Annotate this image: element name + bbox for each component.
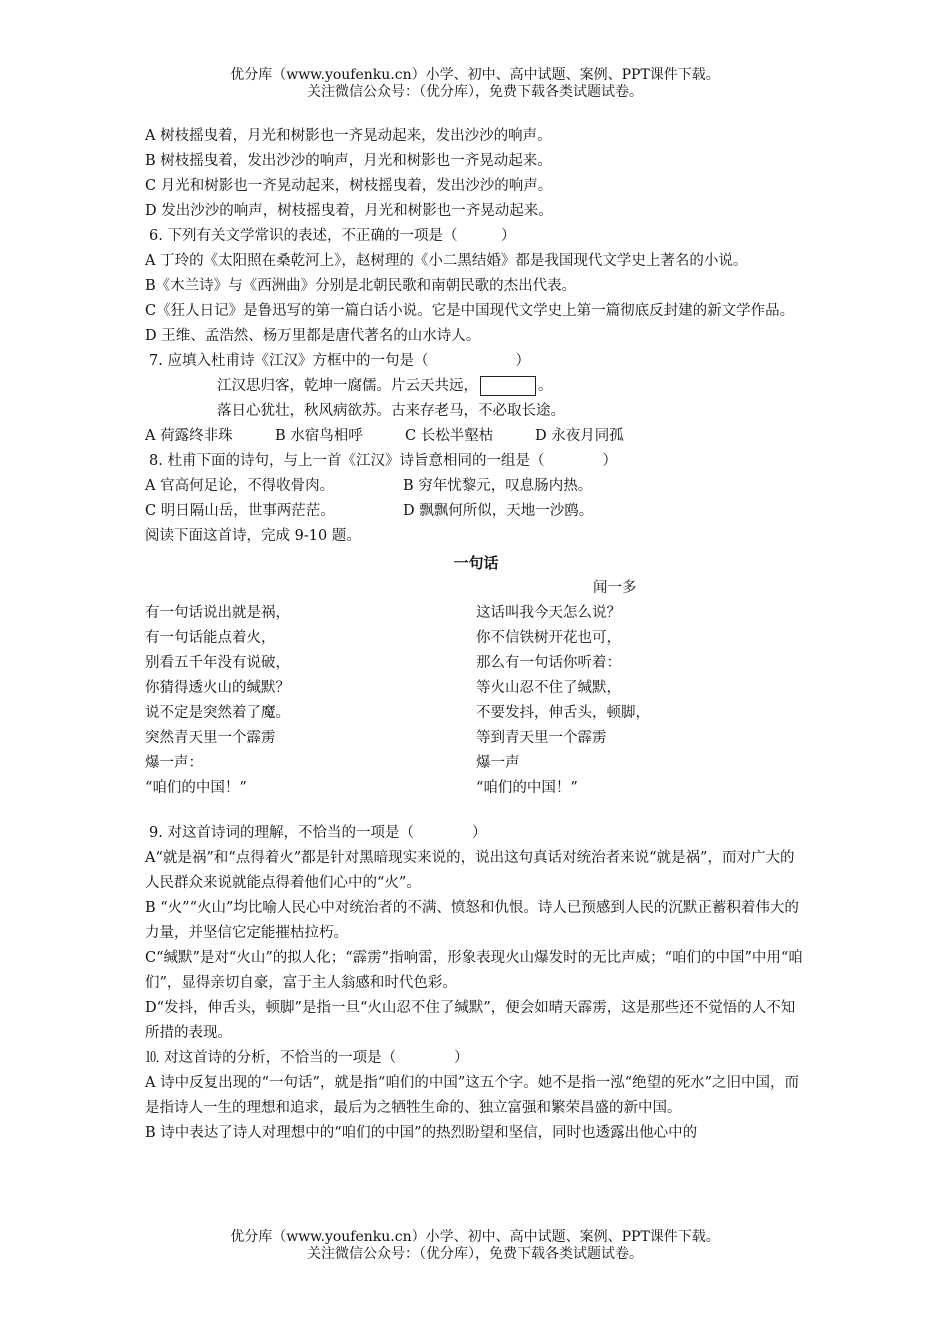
q9-option-d: D“发抖，伸舌头，顿脚”是指一旦“火山忍不住了缄默”，便会如晴天霹雳，这是那些还不觉悟的人不知所措的表现。 <box>145 1000 796 1041</box>
poem-line: 等火山忍不住了缄默， <box>476 680 621 696</box>
poem-line: 你不信铁树开花也可， <box>476 630 621 646</box>
footer-line-1: 优分库（www.youfenku.cn）小学、初中、高中试题、案例、PPT课件下载。 <box>230 1229 720 1245</box>
poem-line: 突然青天里一个霹雳 <box>145 730 276 746</box>
poem-body <box>145 601 807 801</box>
reading-intro: 阅读下面这首诗，完成 9-10 题。 <box>145 528 361 544</box>
poem-line: 不要发抖，伸舌头，顿脚， <box>476 705 650 721</box>
q7-option-c: C 长松半壑枯 <box>405 428 494 444</box>
q7-poem-line-2: 落日心犹壮，秋风病欲苏。古来存老马，不必取长途。 <box>217 403 565 419</box>
q6-option-d: D 王维、孟浩然、杨万里都是唐代著名的山水诗人。 <box>145 328 481 344</box>
q9-stem: 9. 对这首诗词的理解，不恰当的一项是（ ） <box>149 825 487 841</box>
q10-stem: ⒑ 对这首诗的分析，不恰当的一项是（ ） <box>145 1050 469 1066</box>
header-line-2: 关注微信公众号：（优分库），免费下载各类试题试卷。 <box>307 84 643 100</box>
poem-title: 一句话 <box>453 554 499 572</box>
poem-line: 你猜得透火山的缄默？ <box>145 680 290 696</box>
poem-line: 等到青天里一个霹雳 <box>476 730 607 746</box>
q6-stem: 6. 下列有关文学常识的表述，不正确的一项是（ ） <box>149 228 516 244</box>
q5-option-d: D 发出沙沙的响声，树枝摇曳着，月光和树影也一齐晃动起来。 <box>145 203 553 219</box>
q7-option-b: B 水宿鸟相呼 <box>275 428 363 444</box>
header-line-1: 优分库（www.youfenku.cn）小学、初中、高中试题、案例、PPT课件下载。 <box>230 67 720 83</box>
q7-poem-line-1-text: 江汉思归客，乾坤一腐儒。片云天共远， <box>217 378 478 394</box>
q7-stem: 7. 应填入杜甫诗《江汉》方框中的一句是（ ） <box>149 353 530 369</box>
q9-option-a: A“就是祸”和“点得着火”都是针对黑暗现实来说的，说出这句真话对统治者来说“就是祸”，而对广大的人民群众来说就能点得着他们心中的“火”。 <box>145 850 795 891</box>
footer-line-2: 关注微信公众号：（优分库），免费下载各类试题试卷。 <box>307 1246 643 1262</box>
q9-option-c: C“缄默”是对“火山”的拟人化；“霹雳”指响雷，形象表现火山爆发时的无比声威；“咱们的中国”中用“咱们”，显得亲切自豪，富于主人翁感和时代色彩。 <box>145 950 803 991</box>
q7-poem-line-1 <box>145 374 807 399</box>
q8-options-row-1 <box>145 474 807 499</box>
poem-line: 说不定是突然着了魔。 <box>145 705 290 721</box>
page-header <box>0 67 950 101</box>
page-footer <box>0 1229 950 1263</box>
q10-option-b: B 诗中表达了诗人对理想中的“咱们的中国”的热烈盼望和坚信，同时也透露出他心中的 <box>145 1125 698 1141</box>
q5-option-c: C 月光和树影也一齐晃动起来，树枝摇曳着，发出沙沙的响声。 <box>145 178 553 194</box>
q5-option-a: A 树枝摇曳着，月光和树影也一齐晃动起来，发出沙沙的响声。 <box>145 128 552 144</box>
document-body <box>145 124 807 1146</box>
q9-option-b: B “火”“火山”均比喻人民心中对统治者的不满、愤怒和仇恨。诗人已预感到人民的沉默正蓄积着伟大的力量，并坚信它定能摧枯拉朽。 <box>145 900 799 941</box>
q6-option-a: A 丁玲的《太阳照在桑乾河上》，赵树理的《小二黑结婚》都是我国现代文学史上著名的小说。 <box>145 253 748 269</box>
q8-option-d: D 飘飘何所似，天地一沙鸥。 <box>403 503 594 519</box>
q10-option-a: A 诗中反复出现的“一句话”，就是指“咱们的中国”这五个字。她不是指一泓“绝望的死水”之旧中国，而是指诗人一生的理想和追求，最后为之牺牲生命的、独立富强和繁荣昌盛的新中国。 <box>145 1075 800 1116</box>
q5-option-b: B 树枝摇曳着，发出沙沙的响声，月光和树影也一齐晃动起来。 <box>145 153 552 169</box>
poem-line: 这话叫我今天怎么说？ <box>476 605 621 621</box>
q7-poem-line-1-end: 。 <box>538 378 553 394</box>
poem-line: 有一句话说出就是祸， <box>145 605 290 621</box>
poem-line: 有一句话能点着火， <box>145 630 276 646</box>
q8-stem: 8. 杜甫下面的诗句，与上一首《江汉》诗旨意相同的一组是（ ） <box>149 453 617 469</box>
q7-option-d: D 永夜月同孤 <box>535 428 624 444</box>
poem-author: 闻一多 <box>593 580 637 596</box>
q8-option-c: C 明日隔山岳，世事两茫茫。 <box>145 503 335 519</box>
q7-option-a: A 荷露终非珠 <box>145 428 233 444</box>
q8-option-b: B 穷年忧黎元，叹息肠内热。 <box>403 478 593 494</box>
poem-line: 爆一声 <box>476 755 520 771</box>
poem-line: 别看五千年没有说破， <box>145 655 290 671</box>
poem-line: 那么有一句话你听着： <box>476 655 621 671</box>
q6-option-b: B《木兰诗》与《西洲曲》分别是北朝民歌和南朝民歌的杰出代表。 <box>145 278 577 294</box>
q6-option-c: C《狂人日记》是鲁迅写的第一篇白话小说。它是中国现代文学史上第一篇彻底反封建的新文学作品。 <box>145 303 795 319</box>
spacer <box>145 801 807 821</box>
poem-line: 爆一声： <box>145 755 203 771</box>
answer-blank-box <box>480 376 536 396</box>
q8-option-a: A 官高何足论，不得收骨肉。 <box>145 478 335 494</box>
poem-left-column <box>145 601 476 801</box>
poem-right-column <box>476 601 807 801</box>
q8-options-row-2 <box>145 499 807 524</box>
poem-line: “咱们的中国！” <box>476 780 578 796</box>
q7-options <box>145 424 807 449</box>
poem-line: “咱们的中国！” <box>145 780 247 796</box>
